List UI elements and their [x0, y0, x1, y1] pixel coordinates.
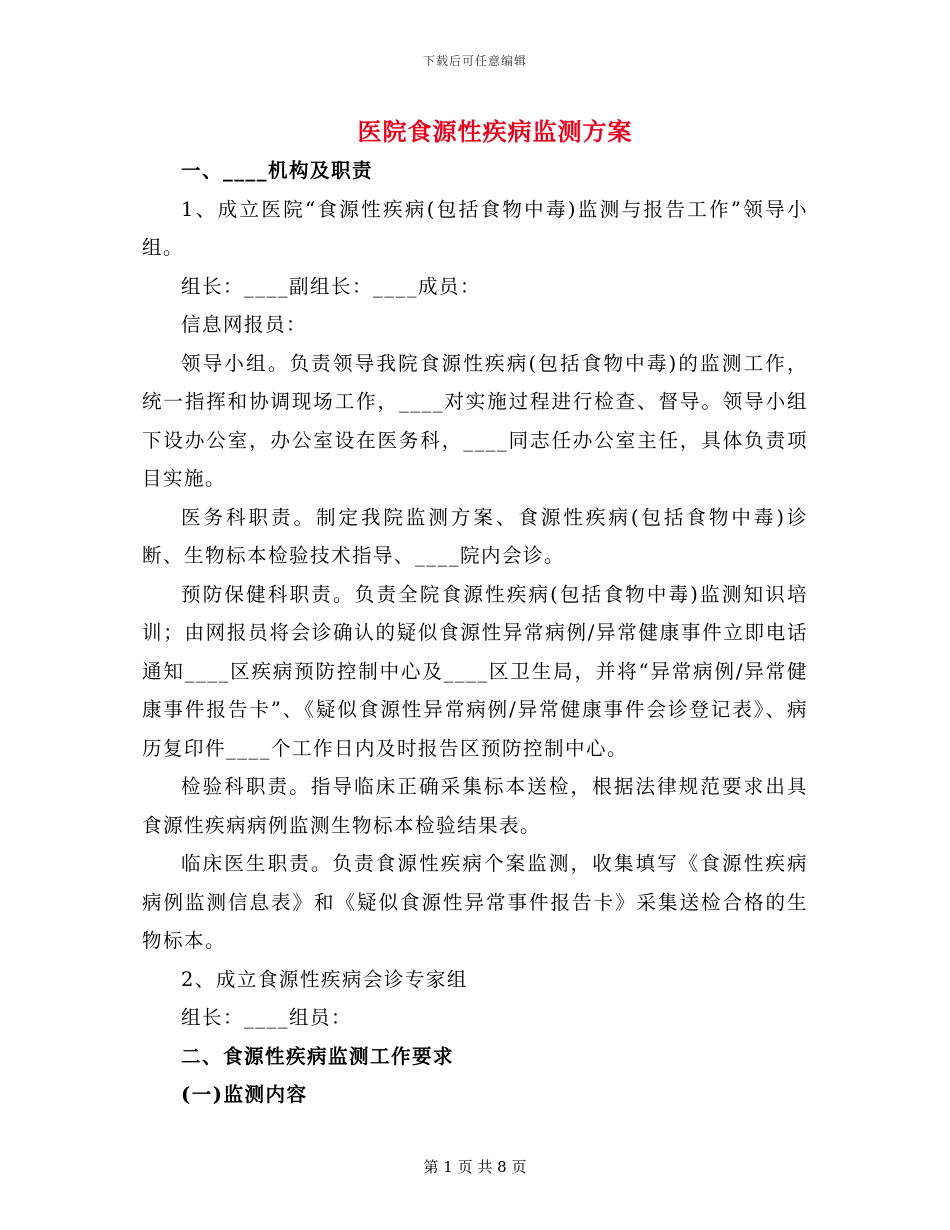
paragraph: 临床医生职责。负责食源性疾病个案监测，收集填写《食源性疾病病例监测信息表》和《疑似食源性异常事件报告卡》采集送检合格的生物标本。 — [142, 852, 808, 952]
paragraph: 组长：____组员： — [181, 1006, 353, 1029]
paragraph: 1、成立医院“食源性疾病(包括食物中毒)监测与报告工作”领导小组。 — [142, 197, 808, 259]
header-note: 下载后可任意编辑 — [422, 54, 527, 68]
document-body — [142, 152, 808, 1115]
page-footer: 第 1 页 共 8 页 — [423, 1158, 527, 1176]
paragraph: 医务科职责。制定我院监测方案、食源性疾病(包括食物中毒)诊断、生物标本检验技术指导、____院内会诊。 — [142, 505, 808, 567]
paragraph: 组长：____副组长：____成员： — [181, 274, 482, 298]
paragraph: 预防保健科职责。负责全院食源性疾病(包括食物中毒)监测知识培训；由网报员将会诊确认的疑似食源性异常病例/异常健康事件立即电话通知____区疾病预防控制中心及____区卫生局，并将“异常病例/异常健康事件报告卡”、《疑似食源性异常病例/异常健康事件会诊登记表》、病历复印件____个工作日内及时报告区预防控制中心。 — [142, 582, 808, 760]
subsection-heading: (一)监测内容 — [181, 1083, 308, 1106]
paragraph: 2、成立食源性疾病会诊专家组 — [181, 967, 468, 991]
paragraph: 信息网报员： — [181, 313, 308, 336]
section-heading: 一、____机构及职责 — [181, 159, 374, 182]
document-title: 医院食源性疾病监测方案 — [357, 117, 633, 146]
paragraph: 检验科职责。指导临床正确采集标本送检，根据法律规范要求出具食源性疾病病例监测生物标本检验结果表。 — [142, 775, 808, 837]
section-heading: 二、食源性疾病监测工作要求 — [181, 1044, 455, 1068]
paragraph: 领导小组。负责领导我院食源性疾病(包括食物中毒)的监测工作，统一指挥和协调现场工作，____对实施过程进行检查、督导。领导小组下设办公室，办公室设在医务科，____同志任办公室主任，具体负责项目实施。 — [142, 351, 808, 490]
